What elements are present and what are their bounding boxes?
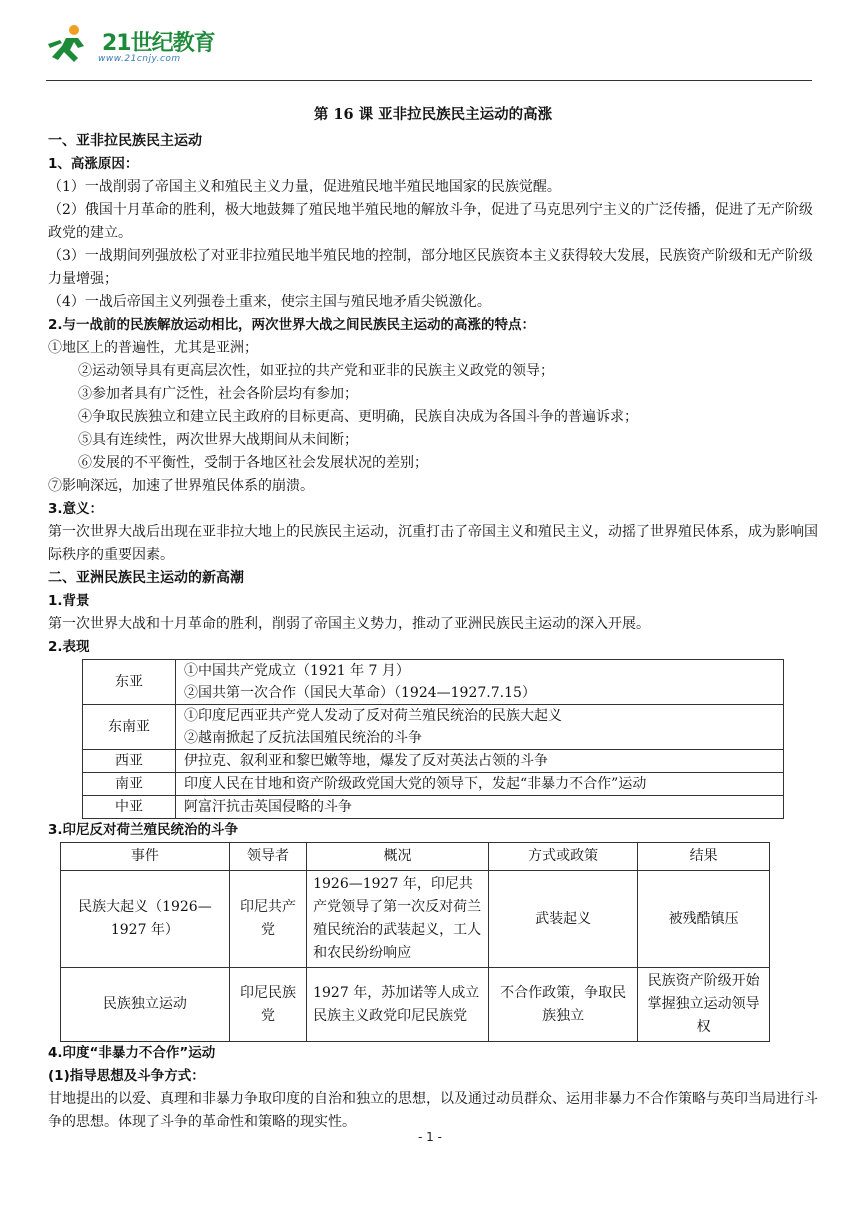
trait-1: ①地区上的普遍性，尤其是亚洲； [48, 340, 258, 356]
region-detail-cell: 伊拉克、叙利亚和黎巴嫩等地，爆发了反对英法占领的斗争 [176, 750, 784, 773]
reason-1: （1）一战削弱了帝国主义和殖民主义力量，促进殖民地半殖民地国家的民族觉醒。 [48, 179, 561, 195]
region-detail-cell [176, 660, 784, 705]
reason-2: （2）俄国十月革命的胜利，极大地鼓舞了殖民地半殖民地的解放斗争，促进了马克思列宁主义的广泛传播，促进了无产阶级政党的建立。 [48, 202, 813, 241]
logo-url: www.21cnjy.com [98, 54, 181, 64]
region-detail-cell: 印度人民在甘地和资产阶级政党国大党的领导下，发起“非暴力不合作”运动 [176, 773, 784, 796]
site-logo[interactable] [44, 24, 244, 70]
detail-line: ①中国共产党成立（1921 年 7 月） [184, 663, 410, 679]
table-cell: 民族资产阶级开始掌握独立运动领导权 [638, 968, 770, 1042]
table-row [83, 773, 784, 796]
region-cell: 西亚 [83, 750, 176, 773]
trait-7: ⑦影响深远，加速了世界殖民体系的崩溃。 [48, 478, 314, 494]
table-cell: 不合作政策，争取民族独立 [488, 968, 637, 1042]
region-detail-cell [176, 705, 784, 750]
region-cell: 东亚 [83, 660, 176, 705]
reason-3: （3）一战期间列强放松了对亚非拉殖民地半殖民地的控制，部分地区民族资本主义获得较大发展，民族资产阶级和无产阶级力量增强； [48, 248, 813, 287]
reason-4: （4）一战后帝国主义列强卷土重来，使宗主国与殖民地矛盾尖锐激化。 [48, 294, 491, 310]
column-header: 事件 [61, 843, 230, 871]
section-2-sub1: 1.背景 [48, 593, 90, 609]
section-2-heading: 二、亚洲民族民主运动的新高潮 [48, 570, 244, 586]
detail-line: ②越南掀起了反抗法国殖民统治的斗争 [184, 730, 422, 746]
trait-2: ②运动领导具有更高层次性，如亚拉的共产党和亚非的民族主义政党的领导； [78, 363, 554, 379]
region-cell: 东南亚 [83, 705, 176, 750]
table-row [83, 750, 784, 773]
section-2-sub4a: (1)指导思想及斗争方式： [48, 1068, 205, 1084]
trait-6: ⑥发展的不平衡性，受制于各地区社会发展状况的差别； [78, 455, 428, 471]
section-1-sub3: 3.意义： [48, 501, 104, 517]
detail-line: ②国共第一次合作（国民大革命）（1924—1927.7.15） [184, 685, 536, 701]
detail-line: ①印度尼西亚共产党人发动了反对荷兰殖民统治的民族大起义 [184, 708, 562, 724]
section-2-sub2: 2.表现 [48, 639, 90, 655]
indonesia-table [60, 842, 770, 1042]
table-cell: 1926—1927 年，印尼共产党领导了第一次反对荷兰殖民统治的武装起义，工人和农民纷纷响应 [307, 871, 489, 968]
column-header: 概况 [307, 843, 489, 871]
column-header: 结果 [638, 843, 770, 871]
table-cell: 武装起义 [488, 871, 637, 968]
table-cell: 民族大起义（1926—1927 年） [61, 871, 230, 968]
section-2-sub4: 4.印度“非暴力不合作”运动 [48, 1045, 216, 1061]
region-cell: 中亚 [83, 796, 176, 819]
region-detail-cell: 阿富汗抗击英国侵略的斗争 [176, 796, 784, 819]
document-body [48, 104, 818, 1134]
section-1-sub1: 1、高涨原因： [48, 156, 139, 172]
lesson-title: 第 16 课 亚非拉民族民主运动的高涨 [313, 106, 553, 123]
table-row [83, 660, 784, 705]
column-header: 领导者 [229, 843, 306, 871]
table-cell: 印尼共产党 [229, 871, 306, 968]
meaning-paragraph: 第一次世界大战后出现在亚非拉大地上的民族民主运动，沉重打击了帝国主义和殖民主义，动摇了世界殖民体系，成为影响国际秩序的重要因素。 [48, 524, 818, 563]
table-row [61, 871, 770, 968]
table-row [61, 968, 770, 1042]
trait-3: ③参加者具有广泛性，社会各阶层均有参加； [78, 386, 358, 402]
header-divider [46, 80, 812, 81]
table-row [83, 705, 784, 750]
table-cell: 被残酷镇压 [638, 871, 770, 968]
table-cell: 民族独立运动 [61, 968, 230, 1042]
column-header: 方式或政策 [488, 843, 637, 871]
page-number: - 1 - [418, 1130, 442, 1144]
table-cell: 1927 年，苏加诺等人成立民族主义政党印尼民族党 [307, 968, 489, 1042]
background-paragraph: 第一次世界大战和十月革命的胜利，削弱了帝国主义势力，推动了亚洲民族民主运动的深入开展。 [48, 616, 650, 632]
region-cell: 南亚 [83, 773, 176, 796]
table-row [83, 796, 784, 819]
table-cell: 印尼民族党 [229, 968, 306, 1042]
regions-table [82, 659, 784, 819]
trait-4: ④争取民族独立和建立民主政府的目标更高、更明确，民族自决成为各国斗争的普遍诉求； [78, 409, 638, 425]
section-2-sub3: 3.印尼反对荷兰殖民统治的斗争 [48, 822, 239, 838]
section-1-sub2: 2.与一战前的民族解放运动相比，两次世界大战之间民族民主运动的高涨的特点： [48, 317, 536, 333]
table-header-row [61, 843, 770, 871]
section-1-heading: 一、亚非拉民族民主运动 [48, 133, 202, 149]
logo-text: 21世纪教育 [102, 31, 215, 56]
runner-logo-icon [44, 24, 100, 64]
trait-5: ⑤具有连续性，两次世界大战期间从未间断； [78, 432, 358, 448]
gandhi-paragraph: 甘地提出的以爱、真理和非暴力争取印度的自治和独立的思想，以及通过动员群众、运用非暴力不合作策略与英印当局进行斗争的思想。体现了斗争的革命性和策略的现实性。 [48, 1091, 818, 1130]
